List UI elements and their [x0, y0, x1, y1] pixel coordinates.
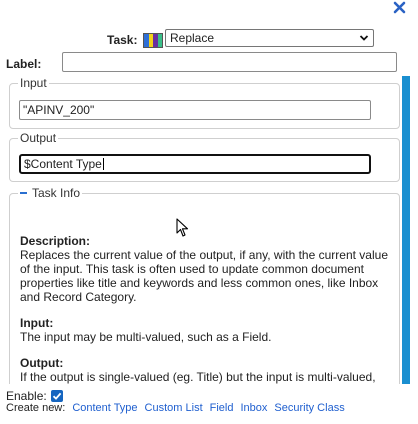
scrollbar-thumb[interactable] [402, 76, 410, 384]
enable-row [6, 389, 63, 403]
task-select-value: Replace [170, 31, 215, 45]
enable-label: Enable: [6, 389, 47, 403]
create-field-link[interactable]: Field [209, 402, 234, 414]
replace-task-icon [143, 33, 163, 48]
output-heading: Output: [20, 356, 64, 370]
create-inbox-link[interactable]: Inbox [240, 402, 268, 414]
output-text: If the output is single-valued (eg. Title) but the input is multi-valued, [20, 370, 376, 384]
enable-checkbox[interactable] [51, 390, 63, 402]
create-custom-list-link[interactable]: Custom List [144, 402, 203, 414]
create-content-type-link[interactable]: Content Type [72, 402, 138, 414]
task-info-legend-label: Task Info [32, 186, 81, 200]
task-info-body [20, 234, 394, 384]
checkmark-icon [52, 391, 62, 401]
create-new-label: Create new: [6, 402, 66, 414]
label-field-label: Label: [6, 57, 42, 71]
vertical-scrollbar[interactable] [402, 76, 410, 384]
footer [0, 384, 418, 424]
chevron-down-icon [359, 32, 369, 44]
task-select[interactable] [165, 29, 374, 47]
create-new-row [6, 402, 345, 414]
task-info-legend[interactable] [18, 186, 82, 200]
collapse-icon[interactable] [20, 192, 27, 194]
output-field[interactable] [19, 154, 371, 174]
mouse-pointer-icon [176, 218, 190, 238]
close-x-icon [393, 1, 406, 14]
input-text: The input may be multi-valued, such as a Field. [20, 330, 272, 344]
output-field-value: $Content Type [24, 157, 102, 171]
input-heading: Input: [20, 316, 54, 330]
input-legend: Input [20, 76, 47, 90]
description-heading: Description: [20, 234, 91, 248]
text-caret [103, 158, 104, 170]
label-input[interactable] [62, 52, 397, 72]
description-text: Replaces the current value of the output, if any, with the current value of the input. This task is often used to update common document properties like title and keywords and less common ones, like Inbox and Record Category. [20, 248, 388, 304]
task-editor-pane[interactable] [0, 76, 410, 384]
close-button[interactable] [390, 0, 408, 14]
create-security-class-link[interactable]: Security Class [274, 402, 345, 414]
output-legend: Output [20, 131, 57, 145]
input-field[interactable]: "APINV_200" [19, 100, 371, 120]
task-info-section [9, 186, 400, 384]
task-label: Task: [107, 33, 138, 47]
task-row [107, 31, 165, 49]
